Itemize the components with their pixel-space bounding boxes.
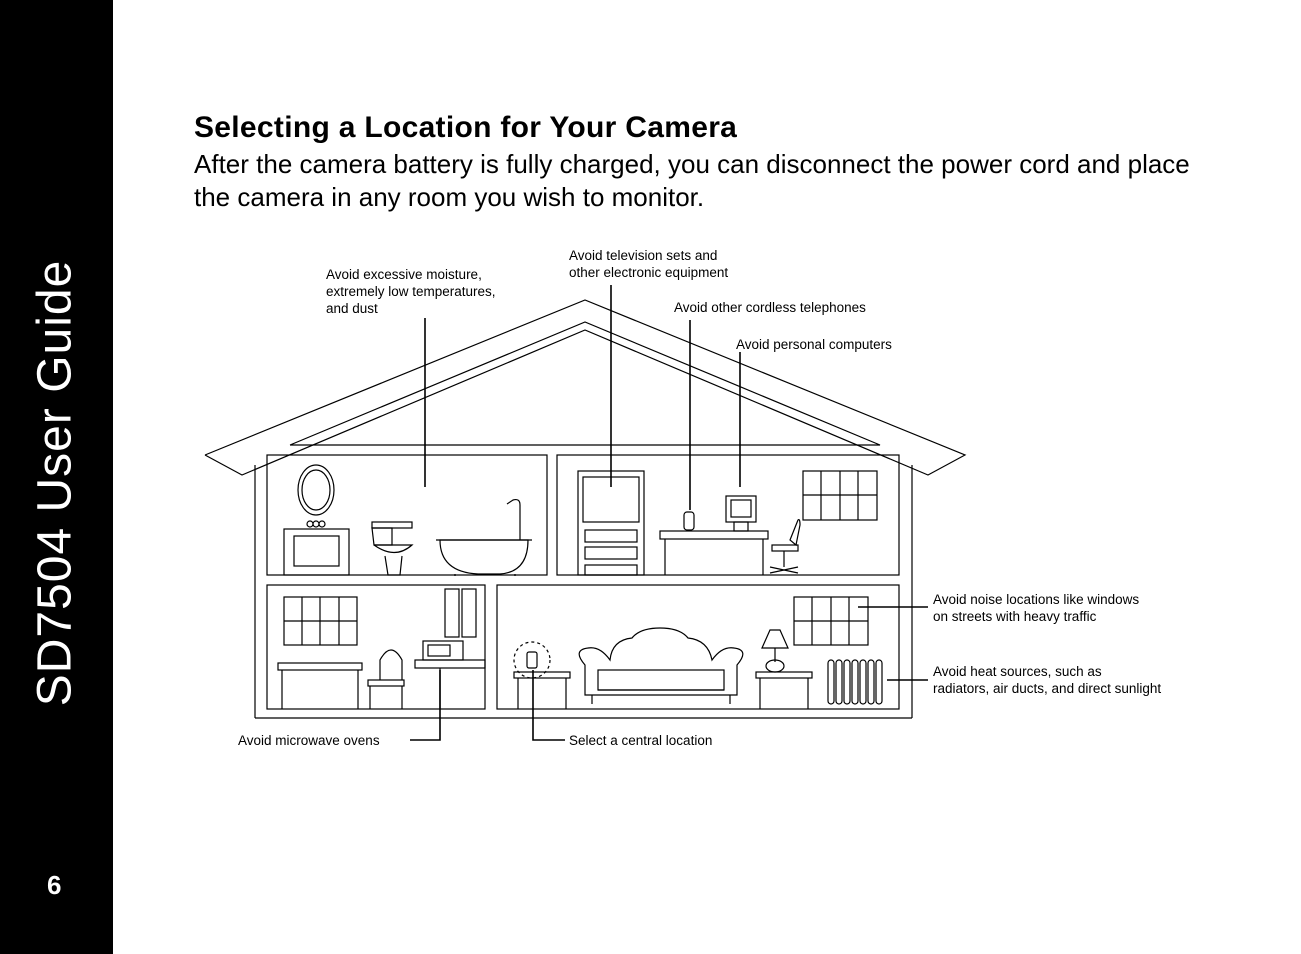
callout-microwave: Avoid microwave ovens — [238, 733, 380, 748]
living-room-furniture — [514, 597, 882, 709]
callout-central: Select a central location — [569, 733, 713, 748]
callout-heat-line1: Avoid heat sources, such as — [933, 664, 1102, 679]
callout-moisture-line3: and dust — [326, 301, 378, 316]
callout-moisture-line2: extremely low temperatures, — [326, 284, 496, 299]
callout-cordless: Avoid other cordless telephones — [674, 300, 866, 315]
callout-moisture-line1: Avoid excessive moisture, — [326, 267, 482, 282]
callout-heat-line2: radiators, air ducts, and direct sunlight — [933, 681, 1162, 696]
callout-moisture — [326, 267, 499, 316]
callout-noise-line1: Avoid noise locations like windows — [933, 592, 1140, 607]
callout-television-line2: other electronic equipment — [569, 265, 729, 280]
callout-television — [569, 248, 728, 280]
roof — [205, 300, 965, 475]
radiator — [828, 660, 882, 704]
office-furniture — [578, 471, 877, 575]
kitchen-furniture — [278, 589, 485, 709]
intro-paragraph: After the camera battery is fully charged, you can disconnect the power cord and place the camera in any room you wish to monitor. — [194, 149, 1190, 212]
callout-noise-line2: on streets with heavy traffic — [933, 609, 1097, 624]
guide-title: SD7504 User Guide — [28, 259, 82, 707]
section-heading: Selecting a Location for Your Camera — [194, 111, 738, 144]
page-number: 6 — [47, 870, 62, 900]
bathroom-furniture — [284, 465, 532, 576]
callout-computers: Avoid personal computers — [736, 337, 892, 352]
callout-television-line1: Avoid television sets and — [569, 248, 718, 263]
callout-heat — [933, 664, 1161, 696]
callout-noise — [933, 592, 1143, 624]
